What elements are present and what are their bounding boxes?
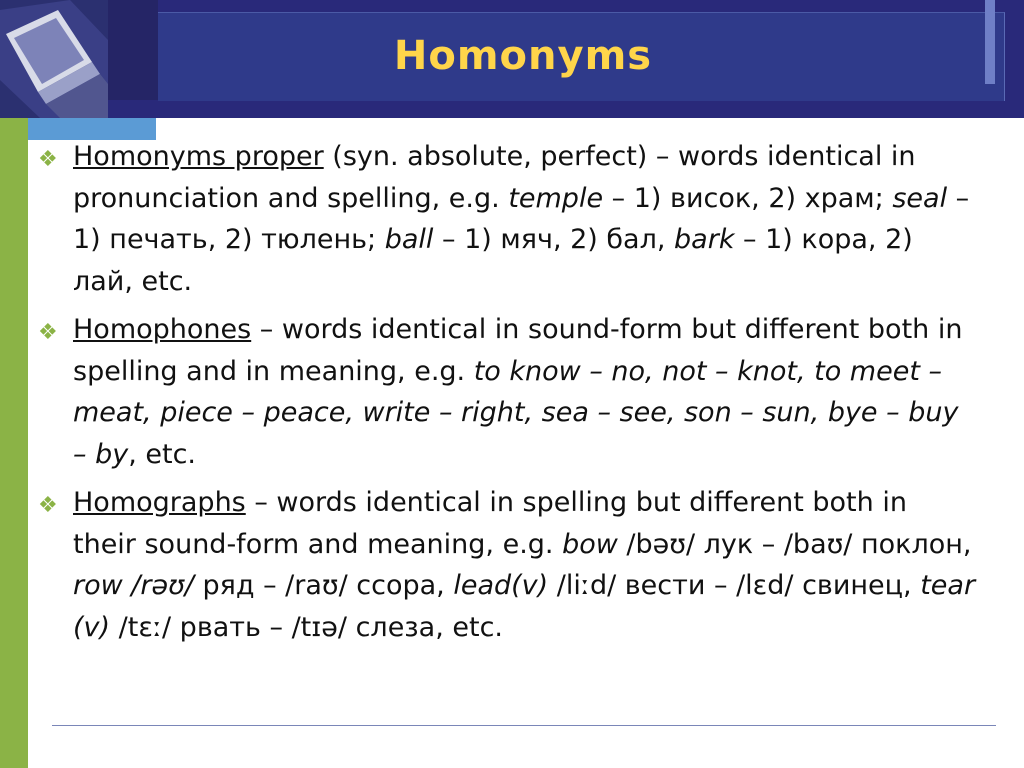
text: – words identical in sound-form but different both in spelling and in meaning, e.g. [73, 314, 963, 387]
text: , etc. [128, 438, 196, 470]
term-homonyms-proper: Homonyms proper [73, 141, 324, 172]
bullet-list [38, 136, 978, 655]
term-homographs: Homographs [73, 487, 246, 518]
example: seal [892, 182, 948, 214]
computer-monitor-icon [0, 0, 108, 118]
text: /bəʊ/ лук – /baʊ/ поклон, [617, 528, 972, 560]
text: – 1) висок, 2) храм; [603, 182, 893, 214]
example: tear (v) [73, 570, 976, 643]
text: – 1) мяч, 2) бал, [433, 224, 675, 255]
term-homophones: Homophones [73, 314, 252, 345]
example: lead(v) [453, 570, 549, 601]
text: ряд – /raʊ/ ссора, [193, 570, 454, 601]
header-strip [108, 0, 158, 100]
example: to know – no, not – knot, to meet – meat, piece – peace, write – right, sea – see, son – sun, bye – buy – by [73, 355, 959, 470]
text: – 1) печать, 2) тюлень; [73, 182, 970, 255]
example: bow [562, 528, 618, 560]
diamond-bullet-icon: ❖ [38, 493, 58, 518]
example: bark [674, 224, 735, 255]
bullet-homonyms-proper [38, 136, 978, 302]
text: /tɛː/ рвать – /tɪə/ слеза, etc. [110, 611, 503, 643]
bullet-homographs [38, 482, 978, 648]
slide-title: Homonyms [393, 33, 653, 79]
example: row /rəʊ/ [73, 570, 194, 601]
header-light-line [985, 0, 995, 84]
footer-divider [52, 725, 996, 726]
text: (syn. absolute, perfect) – words identical in pronunciation and spelling, e.g. [73, 141, 916, 214]
text: /liːd/ вести – /lɛd/ свинец, [548, 570, 921, 601]
diamond-bullet-icon: ❖ [38, 320, 58, 345]
text: – words identical in spelling but different both in their sound-form and meaning, e.g. [73, 487, 907, 560]
bullet-homophones [38, 309, 978, 475]
example: ball [384, 224, 434, 255]
example: temple [508, 182, 604, 214]
text: – 1) кора, 2) лай, etc. [73, 224, 913, 297]
diamond-bullet-icon: ❖ [38, 147, 58, 172]
